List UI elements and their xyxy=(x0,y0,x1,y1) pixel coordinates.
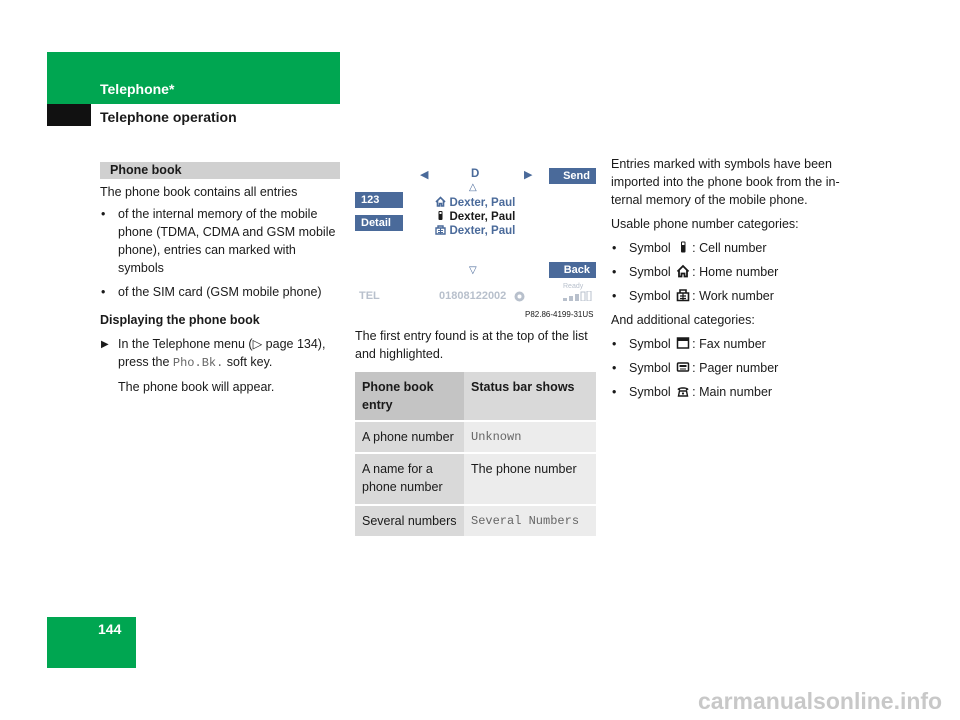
bullet-line: of the internal memory of the mobile xyxy=(118,207,318,221)
softkey-pho-bk: Pho.Bk. xyxy=(172,356,224,370)
status-bar-table xyxy=(355,372,596,538)
category-label: : Pager number xyxy=(692,361,779,375)
additional-categories-heading: And additional categories: xyxy=(611,313,755,327)
bullet-line: phone (TDMA, CDMA and GSM mobile xyxy=(118,225,336,239)
step-text: soft key. xyxy=(223,355,273,369)
category-pager xyxy=(611,359,871,377)
bullet-dot: • xyxy=(612,385,617,399)
screen-letter: D xyxy=(471,168,480,180)
bullet-dot: • xyxy=(612,361,617,375)
scroll-up-icon: △ xyxy=(469,182,477,193)
back-button[interactable]: Back xyxy=(549,262,596,278)
table-header-status xyxy=(464,372,596,421)
step-text: press the xyxy=(118,355,173,369)
subheading-displaying: Displaying the phone book xyxy=(100,313,260,327)
home-icon xyxy=(435,196,446,207)
symbol-word: Symbol xyxy=(629,337,671,351)
pager-icon xyxy=(676,360,690,374)
cell-line: phone number xyxy=(362,480,443,494)
category-fax xyxy=(611,335,871,353)
bullet-dot: • xyxy=(612,337,617,351)
signal-strength-icon xyxy=(563,291,593,301)
table-header-entry xyxy=(355,372,464,421)
table-row xyxy=(355,505,596,537)
category-label: : Work number xyxy=(692,289,774,303)
signal-dot-icon xyxy=(514,291,525,302)
category-main xyxy=(611,383,871,401)
table-row xyxy=(355,421,596,453)
symbol-word: Symbol xyxy=(629,265,671,279)
table-cell-entry xyxy=(355,453,464,505)
table-cell-status: Several Numbers xyxy=(464,505,596,537)
left-column xyxy=(100,183,345,396)
table-cell-entry xyxy=(355,505,464,537)
status-ready: Ready xyxy=(563,283,584,290)
symbol-word: Symbol xyxy=(629,241,671,255)
step-line-2 xyxy=(118,353,345,372)
page-number-block xyxy=(47,617,136,668)
cell-phone-icon xyxy=(676,240,690,254)
page-number: 144 xyxy=(98,621,122,637)
send-button[interactable]: Send xyxy=(549,168,596,184)
bullet-line: symbols xyxy=(118,261,164,275)
fax-icon xyxy=(676,336,690,350)
entry-name: Dexter, Paul xyxy=(449,197,516,209)
bullet-dot: • xyxy=(612,265,617,279)
status-number: 01808122002 xyxy=(439,290,507,302)
header-title: Telephone* xyxy=(100,81,175,97)
bullet-dot: • xyxy=(101,285,106,299)
category-cell xyxy=(611,239,871,257)
watermark: carmanualsonline.info xyxy=(698,688,943,714)
symbol-word: Symbol xyxy=(629,385,671,399)
table-row xyxy=(355,453,596,505)
table-header-row xyxy=(355,372,596,421)
usable-categories-heading: Usable phone number categories: xyxy=(611,217,799,231)
phone-book-screen xyxy=(355,162,597,322)
work-icon xyxy=(676,288,690,302)
cell-phone-icon xyxy=(435,210,446,221)
symbol-word: Symbol xyxy=(629,289,671,303)
symbols-intro xyxy=(611,155,871,209)
entry-name: Dexter, Paul xyxy=(449,211,516,223)
arrow-right-icon: ▶ xyxy=(524,169,533,181)
scroll-down-icon: ▽ xyxy=(469,265,477,276)
home-icon xyxy=(676,264,690,278)
header-line: entry xyxy=(362,398,393,412)
header-green-block xyxy=(47,52,340,104)
step-telephone-menu xyxy=(100,335,345,396)
btn-123[interactable]: 123 xyxy=(355,192,403,208)
table-cell-entry xyxy=(355,421,464,453)
intro-line: imported into the phone book from the in- xyxy=(611,175,840,189)
phone-book-intro: The phone book contains all entries xyxy=(100,185,298,199)
work-icon xyxy=(435,224,446,235)
right-column xyxy=(611,155,871,401)
category-label: : Cell number xyxy=(692,241,767,255)
main-phone-icon xyxy=(676,384,690,398)
caption xyxy=(355,327,600,363)
figure-id: P82.86-4199-31US xyxy=(525,310,594,319)
section-title-phone-book: Phone book xyxy=(100,162,340,179)
header-black-tab xyxy=(47,104,91,126)
category-label: : Fax number xyxy=(692,337,766,351)
table-cell-status: Unknown xyxy=(464,421,596,453)
cell-line: A phone number xyxy=(362,430,454,444)
caption-line: The first entry found is at the top of the list xyxy=(355,329,588,343)
entry-name: Dexter, Paul xyxy=(449,225,516,237)
entry-work[interactable] xyxy=(435,223,515,237)
bullet-dot: • xyxy=(612,241,617,255)
intro-line: ternal memory of the mobile phone. xyxy=(611,193,808,207)
bullet-internal-memory xyxy=(100,205,345,277)
symbol-word: Symbol xyxy=(629,361,671,375)
step-result: The phone book will appear. xyxy=(118,380,275,394)
caption-line: and highlighted. xyxy=(355,347,444,361)
entry-cell[interactable] xyxy=(435,209,515,223)
cell-line: Several numbers xyxy=(362,514,457,528)
cell-line: A name for a xyxy=(362,462,433,476)
status-tel: TEL xyxy=(359,290,380,302)
header-line: Phone book xyxy=(362,380,434,394)
step-line: In the Telephone menu (▷ page 134), xyxy=(118,337,326,351)
bullet-dot: • xyxy=(612,289,617,303)
detail-button[interactable]: Detail xyxy=(355,215,403,231)
table-cell-status: The phone number xyxy=(464,453,596,505)
header-line: Status bar shows xyxy=(471,380,575,394)
arrow-left-icon: ◀ xyxy=(420,169,429,181)
category-label: : Main number xyxy=(692,385,773,399)
header-subtitle: Telephone operation xyxy=(100,109,237,125)
category-label: : Home number xyxy=(692,265,779,279)
category-home xyxy=(611,263,871,281)
bullet-line: phone), entries can marked with xyxy=(118,243,296,257)
bullet-line: of the SIM card (GSM mobile phone) xyxy=(118,285,322,299)
bullet-dot: • xyxy=(101,207,106,221)
intro-line: Entries marked with symbols have been xyxy=(611,157,832,171)
category-work xyxy=(611,287,871,305)
step-arrow-icon: ▶ xyxy=(101,339,109,350)
entry-home[interactable] xyxy=(435,195,515,209)
bullet-sim-card xyxy=(100,283,345,301)
